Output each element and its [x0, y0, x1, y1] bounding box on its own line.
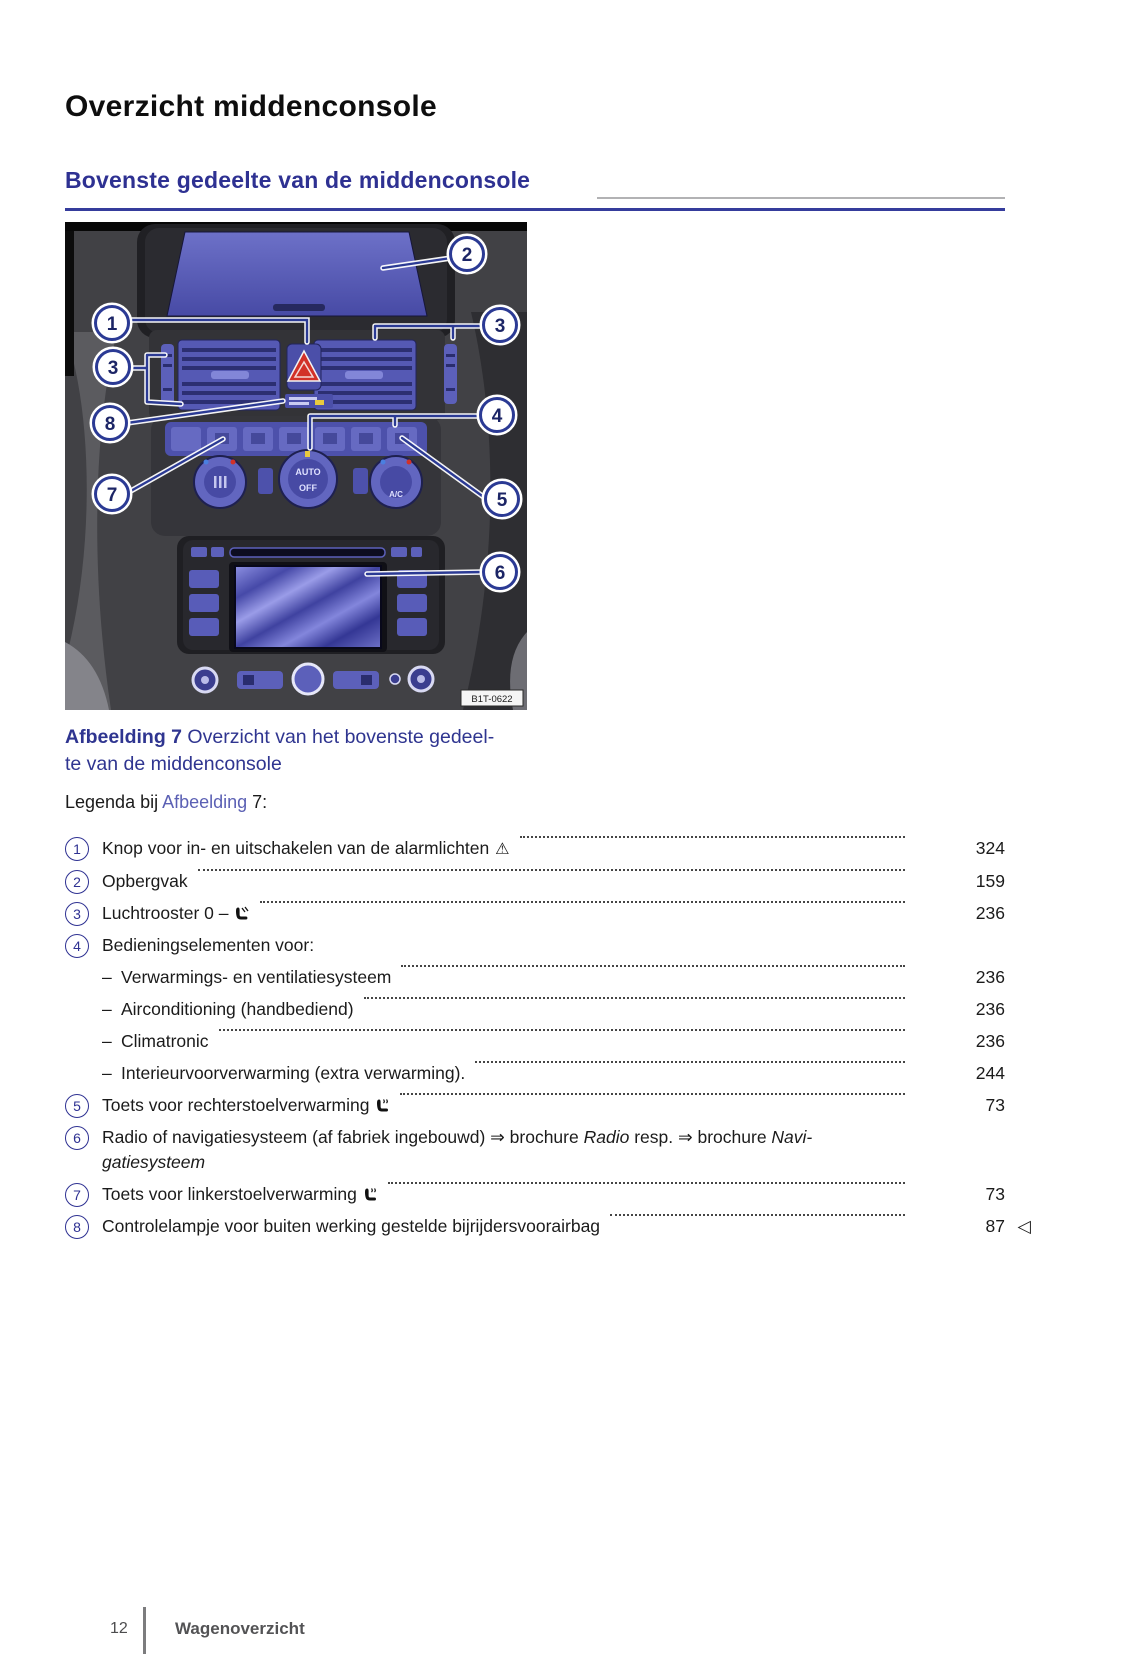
- svg-text:1: 1: [106, 314, 118, 335]
- figure-caption: Afbeelding 7 Overzicht van het bovenste gedeel- te van de middenconsole: [65, 726, 495, 775]
- dotted-leader: [400, 1093, 905, 1095]
- svg-text:AUTO: AUTO: [295, 467, 321, 477]
- footer-page-number: 12: [110, 1620, 128, 1637]
- figure-console-photo: [65, 222, 527, 710]
- hazard-light-button: [287, 344, 321, 390]
- dotted-leader: [520, 836, 905, 838]
- figure-caption-label: Afbeelding 7: [65, 726, 183, 748]
- dotted-leader: [388, 1182, 905, 1184]
- page-reference: 324: [975, 838, 1005, 858]
- svg-text:3: 3: [494, 316, 506, 337]
- air-vent-icon: [234, 906, 250, 921]
- auto-off-knob: [279, 450, 337, 508]
- page-title: Overzicht middenconsole: [65, 90, 437, 123]
- legend-item-5: 5 Toets voor rechterstoelverwarming 73: [65, 1093, 1005, 1118]
- dotted-leader: [401, 965, 905, 967]
- legend-subitem-airco: – Airconditioning (handbediend) 236: [65, 997, 1005, 1022]
- passenger-airbag-label: [285, 394, 333, 408]
- page-reference: 87: [985, 1216, 1005, 1236]
- page-reference: 73: [985, 1184, 1005, 1204]
- legend-number-8: 8: [65, 1215, 89, 1239]
- dotted-leader: [260, 901, 905, 903]
- seat-heating-icon: [375, 1098, 390, 1113]
- legend-item-7: 7 Toets voor linkerstoelverwarming 73: [65, 1182, 1005, 1207]
- legend-number-1: 1: [65, 837, 89, 861]
- heading-gray-rule: [597, 197, 1005, 199]
- storage-lid: [167, 232, 427, 316]
- footer-divider: [143, 1607, 146, 1654]
- radio-screen: [235, 566, 381, 648]
- dotted-leader: [610, 1214, 905, 1216]
- page-reference: 236: [975, 1031, 1005, 1051]
- svg-text:4: 4: [491, 406, 503, 427]
- dotted-leader: [219, 1029, 905, 1031]
- section-heading: Bovenste gedeelte van de middenconsole: [65, 167, 531, 193]
- heading-blue-rule: [65, 208, 1005, 211]
- legend-number-7: 7: [65, 1183, 89, 1207]
- svg-text:7: 7: [106, 485, 118, 506]
- page-reference: 244: [975, 1063, 1005, 1083]
- storage-lid-handle: [273, 304, 325, 311]
- legend-intro: Legenda bij Afbeelding 7:: [65, 792, 268, 812]
- warning-triangle-icon: ⚠: [495, 841, 510, 858]
- legend-item-1: 1 Knop voor in- en uitschakelen van de alarmlichten ⚠ 324: [65, 836, 1005, 862]
- page-reference: 236: [975, 903, 1005, 923]
- legend-item-4: 4 Bedieningselementen voor:: [65, 933, 1005, 958]
- dotted-leader: [475, 1061, 905, 1063]
- svg-text:A/C: A/C: [389, 490, 403, 499]
- temperature-knob: [194, 456, 246, 508]
- legend-subitem-voorverwarming: – Interieurvoorverwarming (extra verwarming). 244: [65, 1061, 1005, 1086]
- legend-number-4: 4: [65, 934, 89, 958]
- page-reference: 236: [975, 967, 1005, 987]
- figure-crossref-link[interactable]: Afbeelding: [162, 792, 248, 812]
- legend-number-3: 3: [65, 902, 89, 926]
- page-reference: 73: [985, 1095, 1005, 1115]
- legend-item-3: 3 Luchtrooster 0 – 236: [65, 901, 1005, 926]
- seat-heating-icon: [363, 1187, 378, 1202]
- svg-text:8: 8: [104, 414, 116, 435]
- legend-number-6: 6: [65, 1126, 89, 1150]
- console-illustration: [65, 222, 527, 710]
- page-reference: 236: [975, 999, 1005, 1019]
- legend-number-5: 5: [65, 1094, 89, 1118]
- right-vent-slider: [444, 344, 457, 404]
- section-end-marker: ◁: [1017, 1216, 1031, 1236]
- page-reference: 159: [975, 871, 1005, 891]
- left-air-vent: [178, 340, 280, 410]
- figure-code-label: [461, 690, 523, 706]
- legend-item-2: 2 Opbergvak 159: [65, 869, 1005, 894]
- svg-text:B1T-0622: B1T-0622: [471, 694, 513, 705]
- legend-item-6: 6 Radio of navigatiesysteem (af fabriek ingebouwd) ⇒ brochure Radio resp. ⇒ brochure Navi- gatiesysteem: [65, 1125, 1005, 1175]
- legend-number-2: 2: [65, 870, 89, 894]
- dotted-leader: [198, 869, 905, 871]
- svg-text:3: 3: [107, 358, 119, 379]
- footer-section-label: Wagenoverzicht: [175, 1619, 305, 1638]
- legend-item-8: 8 Controlelampje voor buiten werking gestelde bijrijdersvoorairbag 87 ◁: [65, 1214, 1005, 1239]
- dotted-leader: [364, 997, 905, 999]
- svg-text:OFF: OFF: [299, 483, 317, 493]
- legend-list: [65, 836, 1031, 1246]
- ac-knob: [370, 456, 422, 508]
- cd-slot: [230, 548, 385, 557]
- legend-subitem-heating: – Verwarmings- en ventilatiesysteem 236: [65, 965, 1005, 990]
- svg-text:5: 5: [496, 490, 508, 511]
- legend-subitem-climatronic: – Climatronic 236: [65, 1029, 1005, 1054]
- svg-text:6: 6: [494, 563, 506, 584]
- svg-text:2: 2: [461, 245, 473, 266]
